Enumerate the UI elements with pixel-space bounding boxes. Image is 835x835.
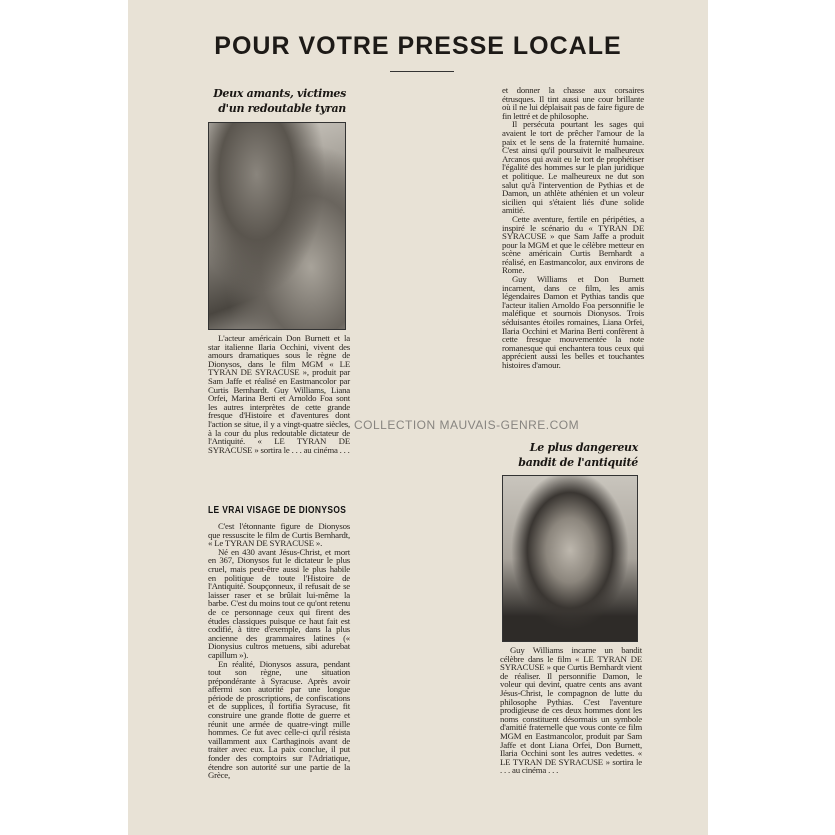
title-divider (390, 71, 454, 72)
article-dionysos-continued (502, 86, 644, 370)
headline-line-2: bandit de l'antiquité (518, 456, 638, 469)
caption-bandit (500, 646, 642, 775)
paragraph: Il persécuta pourtant les sages qui avaient le tort de prêcher l'amour de la paix et le sens de la fraternité humaine. C'est ainsi qu'il poursuivit le malheureux Arcanos qui avait eu le tort de prophétiser l'égalité des hommes sur le plan juridique et politique. Le malheureux ne dut son salut qu'à l'intervention de Pythias et de Damon, un athlète athénien et un voleur sicilien qui s'étaient liés d'une solide amitié. (502, 119, 644, 216)
caption-lovers (208, 334, 350, 454)
paragraph: Cette aventure, fertile en péripéties, a inspiré le scénario du « TYRAN DE SYRACUSE » que Sam Jaffe a produit pour la MGM et que le célèbre metteur en scène américain Curtis Bernhardt a réalisé, en Eastmancolor, aux environs de Rome. (502, 213, 644, 276)
article-lovers-headline (186, 86, 346, 116)
photo-lovers (208, 122, 346, 330)
caption-text: Guy Williams incarne un bandit célèbre dans le film « LE TYRAN DE SYRACUSE » que Curtis Bernhardt vient de réaliser. Il personnifie Damon, le voleur qui devint, quatre cents ans avant Jésus-Christ, le compagnon de lutte du philosophe Pythias. C'est l'aventure prodigieuse de ces deux hommes dont les noms constituent désormais un symbole d'amitié fraternelle que vous conte ce film MGM en Eastmancolor, produit par Sam Jaffe et dont Liana Orfei, Don Burnett, Ilaria Occhini sont les autres vedettes. « LE TYRAN DE SYRACUSE » sortira le . . . au cinéma . . . (500, 645, 642, 776)
article-heading: LE VRAI VISAGE DE DIONYSOS (208, 504, 347, 516)
watermark: COLLECTION MAUVAIS-GENRE.COM (354, 418, 580, 432)
article-bandit-headline (480, 440, 638, 470)
headline-line-1: Le plus dangereux (529, 441, 638, 454)
article-dionysos (208, 504, 350, 780)
paragraph: En réalité, Dionysos assura, pendant tout son règne, une situation prépondérante à Syracuse. Après avoir affermi son autorité par une longue période de proscriptions, de confiscations et de supplices, il fortifia Syracuse, fit construire une grande flotte de guerre et réunit une armée de quatre-vingt mille hommes. Ce fut avec celle-ci qu'il résista vaillamment aux Carthaginois avant de traiter avec eux. La paix conclue, il put fonder des comptoirs sur l'Adriatique, étendre son autorité sur une partie de la Grèce, (208, 658, 350, 781)
headline-line-1: Deux amants, victimes (213, 87, 346, 100)
headline-line-2: d'un redoutable tyran (218, 102, 346, 115)
paragraph: Guy Williams et Don Burnett incarnent, dans ce film, les amis légendaires Damon et Pythias tandis que l'acteur italien Arnoldo Foa personnifie le maléfique et sournois Dionysos. Trois séduisantes étoiles romaines, Liana Orfei, Ilaria Occhini et Marina Berti confèrent à cette fresque mouvementée la note romanesque qui enchantera tous ceux qui apprécient aussi les belles et touchantes histoires d'amour. (502, 274, 644, 370)
photo-guy-williams (502, 475, 638, 642)
paragraph: Né en 430 avant Jésus-Christ, et mort en 367, Dionysos fut le dictateur le plus cruel, mais peut-être aussi le plus habile en politique de toute l'Histoire de l'Antiquité. Soupçonneux, il refusait de se laisser raser et se brûlait lui-même la barbe. C'est du moins tout ce qu'ont retenu de ce personnage ceux qui firent des études classiques puisque ce haut fait est codifié, à titre d'exemple, dans la plus ancienne des grammaires latines (« Dionysius cultros metuens, sibi adurebat capillum »). (208, 546, 350, 660)
paragraph: C'est l'étonnante figure de Dionysos que ressuscite le film de Curtis Bernhardt, « Le TYRAN DE SYRACUSE ». (208, 521, 350, 549)
paragraph: et donner la chasse aux corsaires étrusques. Il tint aussi une cour brillante où il ne lui déplaisait pas de faire figure de fin lettré et de philosophe. (502, 85, 644, 121)
page-title: POUR VOTRE PRESSE LOCALE (214, 32, 622, 60)
caption-text: L'acteur américain Don Burnett et la star italienne Ilaria Occhini, vivent des amours dramatiques sous le règne de Dionysos, dans le film MGM « LE TYRAN DE SYRACUSE », produit par Sam Jaffe et réalisé en Eastmancolor par Curtis Bernhardt. Guy Williams, Liana Orfei, Marina Berti et Arnoldo Foa sont les autres interprètes de cette grande fresque d'Histoire et d'aventures dont l'action se situe, il y a vingt-quatre siècles, à la cour du plus redoutable dictateur de l'Antiquité. « LE TYRAN DE SYRACUSE » sortira le . . . au cinéma . . . (208, 333, 350, 455)
